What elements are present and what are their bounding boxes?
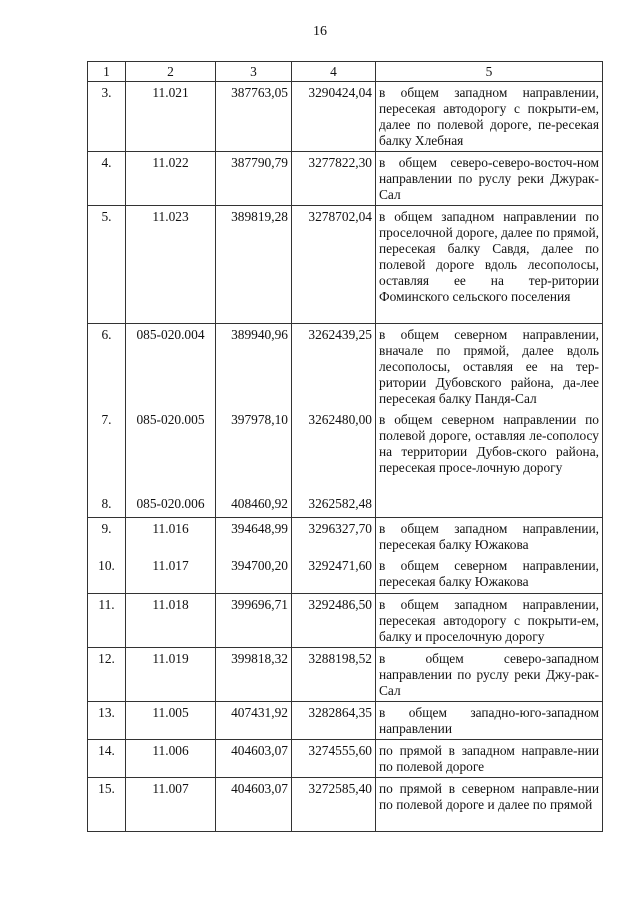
- route-description: [376, 493, 603, 517]
- coord-y: 3278702,04: [292, 206, 376, 324]
- coord-x: 399818,32: [216, 647, 292, 701]
- table-row: [88, 647, 603, 701]
- row-number: 5.: [88, 206, 126, 324]
- route-description: по прямой в западном направле-нии по полевой дороге: [376, 739, 603, 777]
- table-row: [88, 82, 603, 152]
- coord-x: 407431,92: [216, 701, 292, 739]
- row-number: 7.: [88, 409, 126, 493]
- coord-y: 3288198,52: [292, 647, 376, 701]
- header-col-5: 5: [376, 62, 603, 82]
- route-description: в общем западно-юго-западном направлении: [376, 701, 603, 739]
- coord-x: 408460,92: [216, 493, 292, 517]
- coord-x: 397978,10: [216, 409, 292, 493]
- route-description: по прямой в северном направле-нии по полевой дороге и далее по прямой: [376, 777, 603, 831]
- point-id: 11.021: [126, 82, 216, 152]
- table-row: [88, 206, 603, 324]
- point-id: 11.017: [126, 555, 216, 593]
- header-col-4: 4: [292, 62, 376, 82]
- coord-x: 394648,99: [216, 517, 292, 555]
- coord-y: 3282864,35: [292, 701, 376, 739]
- coord-x: 399696,71: [216, 593, 292, 647]
- coord-x: 404603,07: [216, 739, 292, 777]
- row-number: 11.: [88, 593, 126, 647]
- table-row: [88, 409, 603, 493]
- coord-x: 404603,07: [216, 777, 292, 831]
- coord-y: 3290424,04: [292, 82, 376, 152]
- route-description: в общем северо-западном направлении по руслу реки Джу-рак-Сал: [376, 647, 603, 701]
- route-description: в общем северном направлении, пересекая балку Южакова: [376, 555, 603, 593]
- row-number: 9.: [88, 517, 126, 555]
- row-number: 10.: [88, 555, 126, 593]
- row-number: 14.: [88, 739, 126, 777]
- point-id: 085-020.004: [126, 324, 216, 410]
- point-id: 11.016: [126, 517, 216, 555]
- coord-y: 3262582,48: [292, 493, 376, 517]
- coord-x: 387763,05: [216, 82, 292, 152]
- row-number: 12.: [88, 647, 126, 701]
- coord-y: 3292486,50: [292, 593, 376, 647]
- header-col-3: 3: [216, 62, 292, 82]
- table-row: [88, 324, 603, 410]
- table-row: [88, 777, 603, 831]
- table-row: [88, 555, 603, 593]
- route-description: в общем западном направлении, пересекая автодорогу с покрыти-ем, далее по полевой дороге, пе-ресекая балку Хлебная: [376, 82, 603, 152]
- header-col-2: 2: [126, 62, 216, 82]
- row-number: 6.: [88, 324, 126, 410]
- point-id: 11.005: [126, 701, 216, 739]
- point-id: 11.022: [126, 152, 216, 206]
- coord-y: 3277822,30: [292, 152, 376, 206]
- table-row: [88, 739, 603, 777]
- route-description: в общем западном направлении, пересекая автодорогу с покрыти-ем, балку и проселочную дорогу: [376, 593, 603, 647]
- coord-y: 3262439,25: [292, 324, 376, 410]
- table-row: [88, 701, 603, 739]
- header-col-1: 1: [88, 62, 126, 82]
- point-id: 11.006: [126, 739, 216, 777]
- coord-x: 389819,28: [216, 206, 292, 324]
- page-number: 16: [313, 24, 327, 39]
- boundary-coordinates-table: [87, 61, 603, 832]
- point-id: 11.023: [126, 206, 216, 324]
- point-id: 11.018: [126, 593, 216, 647]
- route-description: в общем западном направлении, пересекая балку Южакова: [376, 517, 603, 555]
- row-number: 15.: [88, 777, 126, 831]
- coord-x: 394700,20: [216, 555, 292, 593]
- row-number: 4.: [88, 152, 126, 206]
- row-number: 8.: [88, 493, 126, 517]
- table-row: [88, 517, 603, 555]
- point-id: 085-020.006: [126, 493, 216, 517]
- table-header-row: [88, 62, 603, 82]
- route-description: в общем северном направлении по полевой дороге, оставляя ле-сополосу на территории Дубов-ского района, пересекая просе-лочную дорогу: [376, 409, 603, 493]
- coord-y: 3274555,60: [292, 739, 376, 777]
- route-description: в общем северо-северо-восточ-ном направлении по руслу реки Джурак-Сал: [376, 152, 603, 206]
- table-row: [88, 593, 603, 647]
- point-id: 085-020.005: [126, 409, 216, 493]
- coord-x: 389940,96: [216, 324, 292, 410]
- table-row: [88, 493, 603, 517]
- coord-y: 3272585,40: [292, 777, 376, 831]
- coord-x: 387790,79: [216, 152, 292, 206]
- route-description: в общем западном направлении по проселочной дороге, далее по прямой, пересекая балку Савдя, далее по полевой дороге вдоль лесополосы, оставляя ее на тер-ритории Фоминского сельского поселения: [376, 206, 603, 324]
- point-id: 11.019: [126, 647, 216, 701]
- row-number: 13.: [88, 701, 126, 739]
- row-number: 3.: [88, 82, 126, 152]
- coord-y: 3296327,70: [292, 517, 376, 555]
- point-id: 11.007: [126, 777, 216, 831]
- table-row: [88, 152, 603, 206]
- route-description: в общем северном направлении, вначале по прямой, далее вдоль лесополосы, оставляя ее на тер-ритории Дубовского района, да-лее пересекая балку Пандя-Сал: [376, 324, 603, 410]
- coord-y: 3292471,60: [292, 555, 376, 593]
- coord-y: 3262480,00: [292, 409, 376, 493]
